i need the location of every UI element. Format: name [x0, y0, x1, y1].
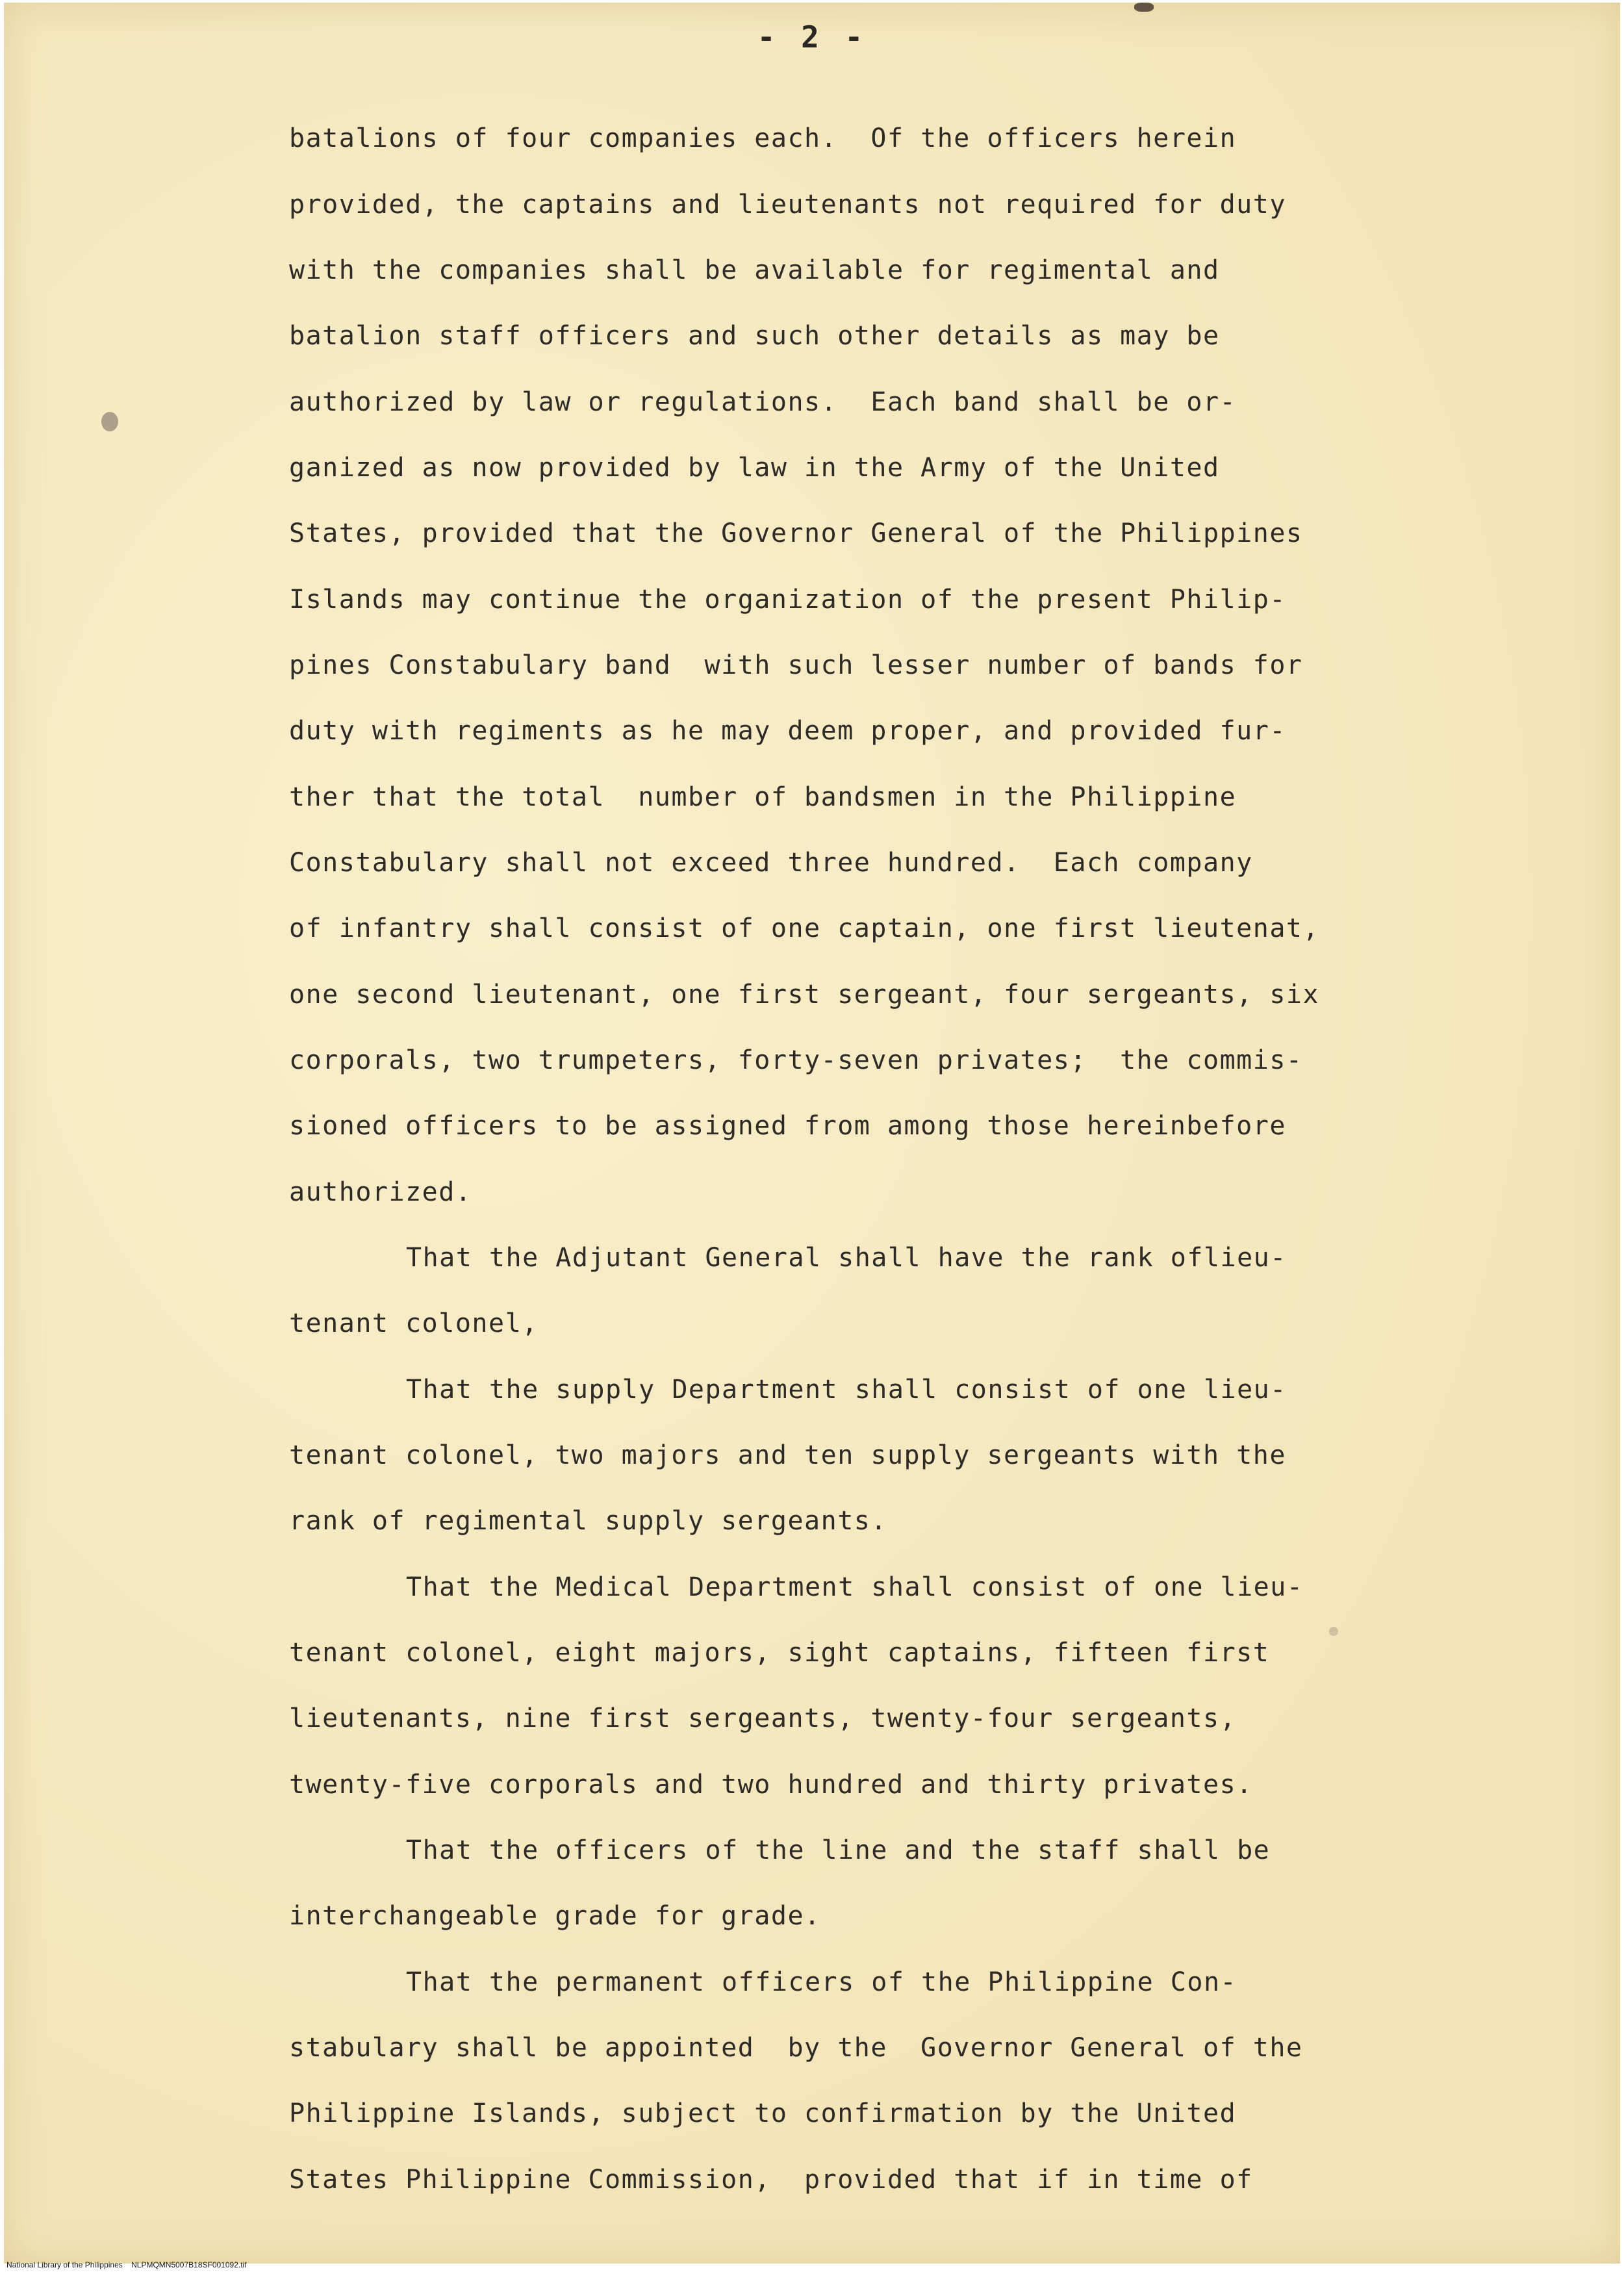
text-line: provided, the captains and lieutenants not required for duty — [289, 190, 1286, 220]
text-line: Islands may continue the organization of the present Philip- — [289, 585, 1286, 615]
text-line: batalion staff officers and such other details as may be — [289, 321, 1220, 351]
text-line: That the Adjutant General shall have the rank oflieu- — [406, 1243, 1287, 1273]
text-line: Philippine Islands, subject to confirmation by the United — [289, 2099, 1237, 2128]
ink-mark — [1134, 3, 1154, 12]
text-line: tenant colonel, eight majors, sight captains, fifteen first — [289, 1638, 1270, 1668]
text-line: lieutenants, nine first sergeants, twenty-four sergeants, — [289, 1704, 1237, 1733]
text-line: one second lieutenant, one first sergeant, four sergeants, six — [289, 980, 1320, 1010]
text-line: States Philippine Commission, provided that if in time of — [289, 2165, 1253, 2195]
text-line: ganized as now provided by law in the Army of the United — [289, 453, 1220, 483]
text-line: corporals, two trumpeters, forty-seven privates; the commis- — [289, 1045, 1303, 1075]
text-line: of infantry shall consist of one captain, one first lieutenat, — [289, 913, 1320, 943]
text-line: interchangeable grade for grade. — [289, 1901, 821, 1931]
text-line: ther that the total number of bandsmen in the Philippine — [289, 782, 1237, 812]
text-line: Constabulary shall not exceed three hundred. Each company — [289, 848, 1253, 878]
text-line: tenant colonel, two majors and ten supply sergeants with the — [289, 1440, 1286, 1470]
text-line: with the companies shall be available for regimental and — [289, 255, 1220, 285]
text-line: States, provided that the Governor General of the Philippines — [289, 518, 1303, 548]
archive-footer-label: National Library of the Philippines NLPMQMN5007B18SF001092.tif — [6, 2260, 247, 2269]
text-line: rank of regimental supply sergeants. — [289, 1506, 887, 1536]
page-number: - 2 - — [757, 19, 867, 55]
text-line: That the permanent officers of the Philippine Con- — [406, 1967, 1237, 1997]
text-line: batalions of four companies each. Of the officers herein — [289, 123, 1237, 153]
text-line: duty with regiments as he may deem proper, and provided fur- — [289, 716, 1286, 746]
text-line: authorized. — [289, 1177, 472, 1207]
ink-blot — [1329, 1627, 1338, 1636]
text-line: sioned officers to be assigned from among those hereinbefore — [289, 1111, 1286, 1141]
text-line: authorized by law or regulations. Each band shall be or- — [289, 387, 1237, 417]
text-line: That the officers of the line and the staff shall be — [406, 1835, 1271, 1865]
text-line: twenty-five corporals and two hundred and thirty privates. — [289, 1770, 1253, 1800]
text-line: That the Medical Department shall consist of one lieu- — [406, 1572, 1304, 1602]
text-line: pines Constabulary band with such lesser number of bands for — [289, 650, 1303, 680]
text-line: That the supply Department shall consist of one lieu- — [406, 1375, 1287, 1405]
text-line: stabulary shall be appointed by the Governor General of the — [289, 2033, 1303, 2063]
ink-blot — [101, 412, 118, 431]
text-line: tenant colonel, — [289, 1308, 539, 1338]
